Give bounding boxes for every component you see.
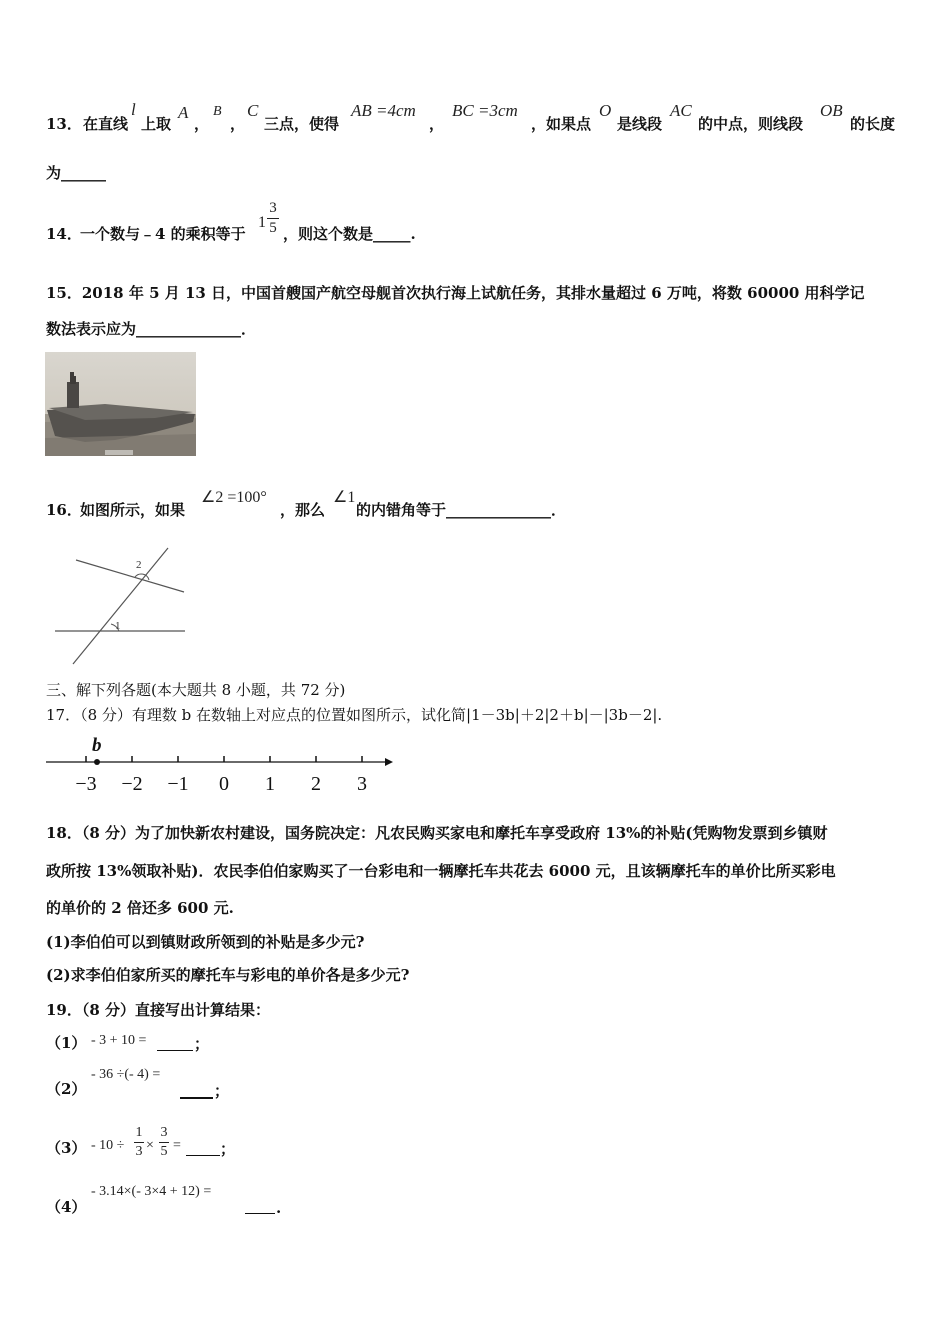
q13-eq-bc: BC =3cm <box>452 101 518 120</box>
q13-var-o: O <box>599 101 612 120</box>
tick-label: −1 <box>167 773 189 795</box>
point-b-label: b <box>92 735 102 756</box>
q19-item-3-tail: ； <box>220 1140 236 1158</box>
tick-label: 3 <box>357 773 367 795</box>
q19-item-2-blank <box>180 1083 213 1099</box>
q13-text-8: 为______ <box>46 164 107 182</box>
fraction-numerator: 1 <box>135 1125 143 1140</box>
q18-sub-2: (2)求李伯伯家所买的摩托车与彩电的单价各是多少元? <box>46 966 410 984</box>
crossing-line <box>73 548 168 664</box>
q16-number: 16． <box>46 501 82 519</box>
transversal-upper-line <box>76 560 184 592</box>
q19-item-3-times: × <box>146 1138 154 1153</box>
q19-item-3-label: （3） <box>46 1139 87 1157</box>
q19-item-1-expr: - 3 + 10 = <box>91 1033 147 1048</box>
q19-item-3-blank <box>186 1141 220 1156</box>
q13-comma-3: ， <box>429 115 445 133</box>
q19-item-3-eq: = <box>173 1138 181 1153</box>
q14-fraction <box>267 201 279 236</box>
q14-whole: 1 <box>258 214 266 231</box>
fraction-denominator: 5 <box>160 1144 168 1159</box>
q19-item-3-expr: - 10 ÷ <box>91 1138 125 1153</box>
q13-text-4: ，如果点 <box>531 115 592 133</box>
q19-item-4-blank <box>245 1199 275 1214</box>
q15-line-1: 15．2018 年 5 月 13 日，中国首艘国产航空母舰首次执行海上试航任务，其排水量超过 6 万吨，将数 60000 用科学记 <box>46 284 865 302</box>
q13-text-1: 在直线 <box>83 115 129 133</box>
q13-comma-2: ， <box>230 115 246 133</box>
q13-text-5: 是线段 <box>617 115 663 133</box>
q19-item-1-label: （1） <box>46 1034 87 1052</box>
number-line-arrow <box>385 758 393 766</box>
tick-label: −2 <box>121 773 143 795</box>
q13-var-b: B <box>213 104 222 119</box>
point-b <box>94 759 100 765</box>
q13-var-c: C <box>247 101 259 120</box>
tick-label: −3 <box>75 773 97 795</box>
q19-item-2-expr: - 36 ÷(- 4) = <box>91 1067 161 1082</box>
q19-item-1-blank <box>157 1036 193 1051</box>
q19-item-4-expr: - 3.14×(- 3×4 + 12) = <box>91 1184 212 1199</box>
fraction-bar <box>134 1142 144 1143</box>
q18-line-2: 政所按 13%领取补贴)．农民李伯伯家购买了一台彩电和一辆摩托车共花去 6000 元，且该辆摩托车的单价比所买彩电 <box>46 862 836 880</box>
q18-sub-1: (1)李伯伯可以到镇财政所领到的补贴是多少元? <box>46 933 365 951</box>
q13-text-2: 上取 <box>141 115 172 133</box>
q14-denominator: 5 <box>269 220 277 236</box>
q16-text-1: 如图所示，如果 <box>80 501 186 519</box>
angle-diagram <box>45 540 195 670</box>
q13-var-l: l <box>131 100 136 119</box>
tick-label: 0 <box>219 773 229 795</box>
q13-seg-ac: AC <box>670 101 692 120</box>
q13-number: 13． <box>46 115 82 133</box>
q13-seg-ob: OB <box>820 101 843 120</box>
angle-label-1: 1 <box>115 620 121 632</box>
fraction-bar <box>159 1142 169 1143</box>
q16-text-3: 的内错角等于______________． <box>356 501 567 519</box>
number-line <box>40 732 400 802</box>
q19-item-4-tail: . <box>276 1199 282 1217</box>
q14-text-2: ，则这个数是_____. <box>283 225 416 243</box>
q19-item-1-tail: ； <box>194 1035 210 1053</box>
q13-text-3: 三点，使得 <box>264 115 340 133</box>
q13-text-7: 的长度 <box>850 115 896 133</box>
q14-numerator: 3 <box>269 200 277 216</box>
fraction-bar <box>267 218 279 219</box>
tick-label: 2 <box>311 773 321 795</box>
fraction-denominator: 3 <box>135 1144 143 1159</box>
q13-comma-1: ， <box>194 115 210 133</box>
q18-line-3: 的单价的 2 倍还多 600 元. <box>46 899 234 917</box>
aircraft-carrier-photo <box>45 352 196 456</box>
q17-text: 17．（8 分）有理数 b 在数轴上对应点的位置如图所示，试化简|1－3b|＋2|2＋b|－|3b－2|. <box>46 706 663 724</box>
q13-eq-ab: AB =4cm <box>351 101 416 120</box>
q16-text-2: ，那么 <box>280 501 326 519</box>
angle-label-2: 2 <box>136 559 142 571</box>
q19-item-3-fraction-2 <box>159 1126 169 1159</box>
q19-item-2-tail: ； <box>214 1082 230 1100</box>
q14-number: 14． <box>46 225 82 243</box>
q13-var-a: A <box>178 103 189 122</box>
q16-angle-1: ∠1 <box>333 489 356 506</box>
q19-title: 19．（8 分）直接写出计算结果： <box>46 1001 271 1019</box>
q15-line-2: 数法表示应为______________． <box>46 320 257 338</box>
q18-line-1: 18．（8 分）为了加快新农村建设，国务院决定：凡农民购买家电和摩托车享受政府 13%的补贴(凭购物发票到乡镇财 <box>46 824 828 842</box>
section-3-title: 三、解下列各题(本大题共 8 小题，共 72 分) <box>46 681 346 699</box>
q14-text-1: 一个数与﹣4 的乘积等于 <box>80 225 246 243</box>
fraction-numerator: 3 <box>160 1125 168 1140</box>
q13-text-6: 的中点，则线段 <box>698 115 804 133</box>
tick-label: 1 <box>265 773 275 795</box>
q19-item-4-label: （4） <box>46 1198 87 1216</box>
q19-item-2-label: （2） <box>46 1080 87 1098</box>
q16-angle-eq: ∠2 =100° <box>201 489 267 506</box>
q19-item-3-fraction-1 <box>134 1126 144 1159</box>
